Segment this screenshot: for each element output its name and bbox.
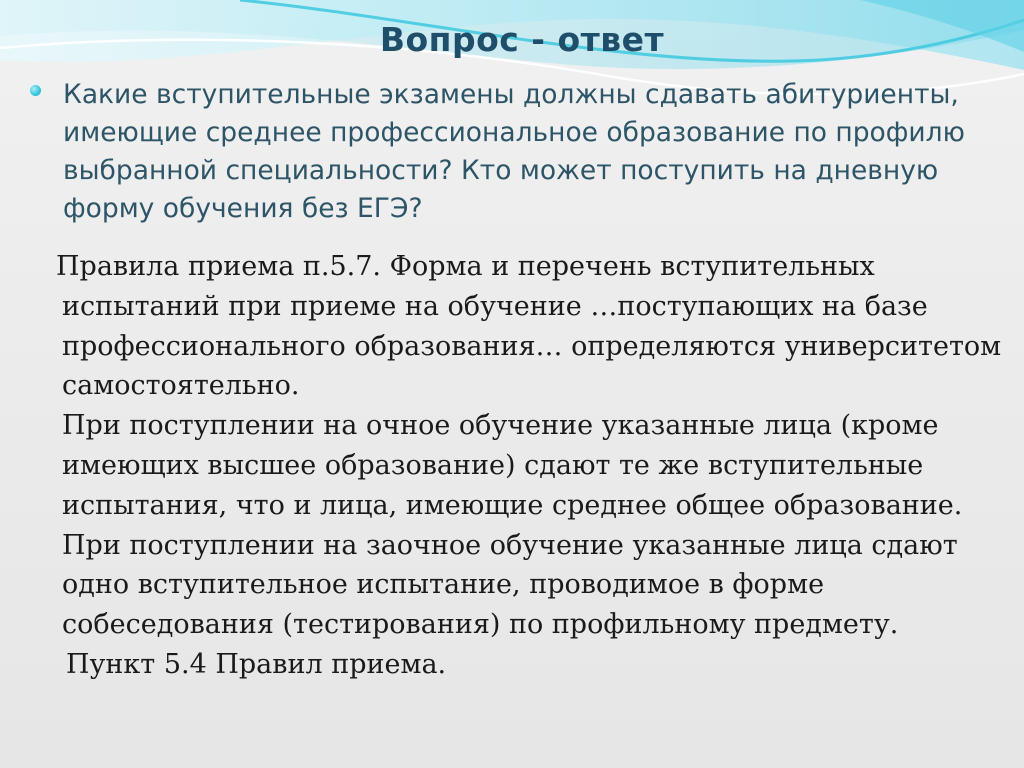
answer-paragraph-1: Правила приема п.5.7. Форма и перечень вступительных испытаний при приеме на обучение …поступающих на базе профессионального образования… определяются университетом самостоятельно. [56, 251, 1002, 402]
answer-text [56, 247, 1017, 685]
answer-paragraph-2: При поступлении на очное обучение указанные лица (кроме имеющих высшее образование) сдают те же вступительные испытания, что и лица, имеющие среднее общее образование. При поступлении на заочное обучение указанные лица сдают одно вступительное испытание, проводимое в форме собеседования (тестирования) по профильному предмету. [62, 410, 963, 641]
answer-paragraph-3: Пункт 5.4 Правил приема. [66, 648, 447, 680]
question-block [30, 76, 990, 228]
question-text: Какие вступительные экзамены должны сдавать абитуриенты, имеющие среднее профессиональное образование по профилю выбранной специальности? Кто может поступить на дневную форму обучения без ЕГЭ? [63, 79, 965, 224]
slide-title: Вопрос - ответ [379, 20, 665, 59]
bullet-icon [30, 85, 41, 96]
